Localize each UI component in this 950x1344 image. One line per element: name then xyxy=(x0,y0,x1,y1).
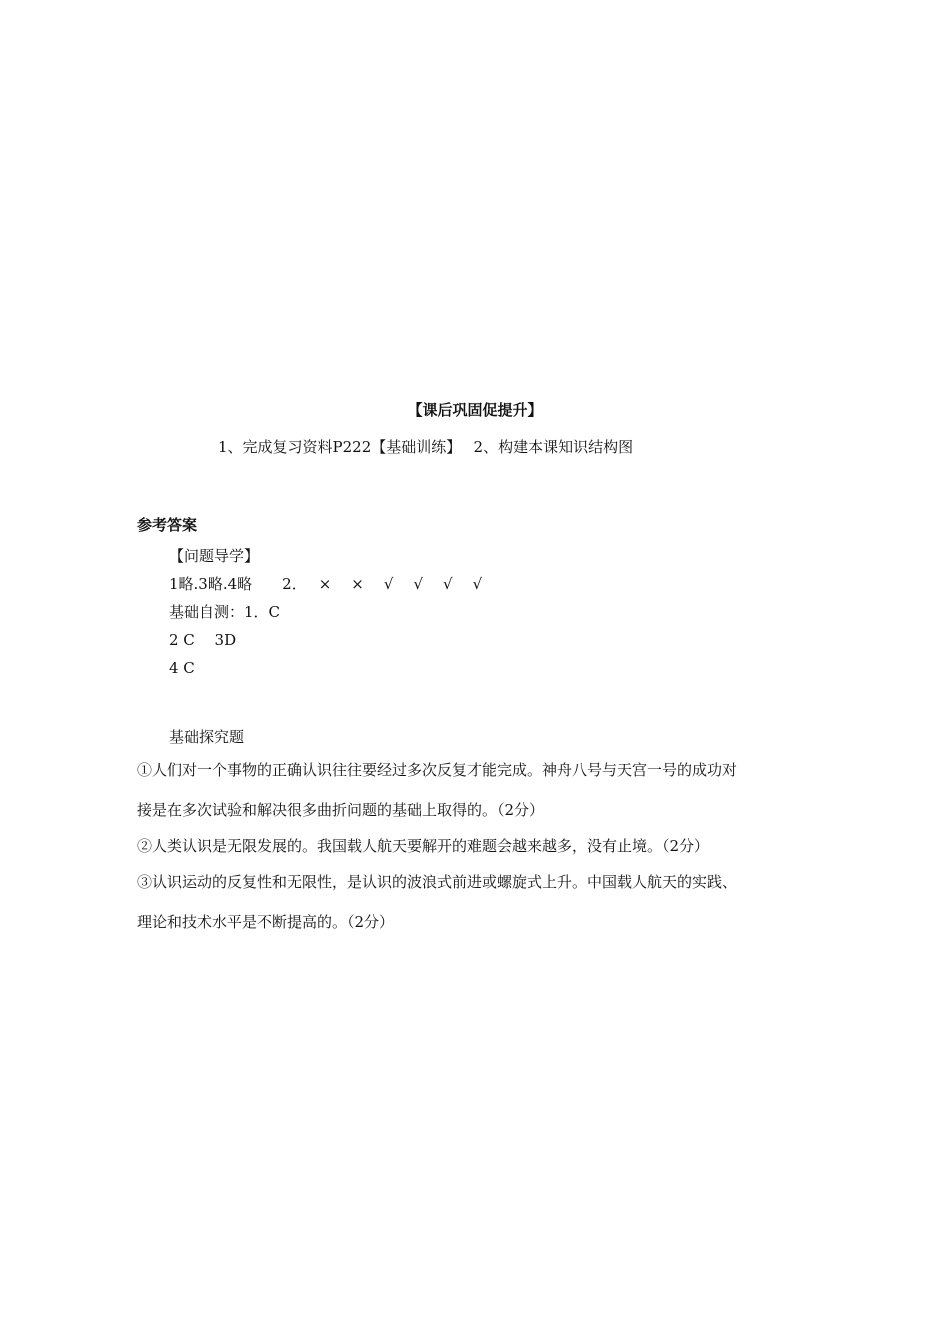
explore-line-3: ②人类认识是无限发展的。我国载人航天要解开的难题会越来越多，没有止境。（2分） xyxy=(137,837,710,855)
mark-3: √ xyxy=(383,575,394,593)
self-test-answer: 基础自测：1．C xyxy=(169,603,281,621)
answer-2c-3d: 2 C 3D xyxy=(169,631,237,649)
mark-6: √ xyxy=(472,575,483,593)
explore-line-4: ③认识运动的反复性和无限性，是认识的波浪式前进或螺旋式上升。中国载人航天的实践、 xyxy=(137,873,738,891)
answer-line-1 xyxy=(169,574,502,594)
explore-line-1: ①人们对一个事物的正确认识往往要经过多次反复才能完成。神舟八号与天宫一号的成功对 xyxy=(137,761,738,779)
mark-4: √ xyxy=(413,575,423,593)
answer-4c: 4 C xyxy=(169,659,195,677)
section-title: 【课后巩固促提升】 xyxy=(407,401,543,419)
answer-line-1-prefix: 1略.3略.4略 2． xyxy=(169,575,307,593)
homework-tasks: 1、完成复习资料P222【基础训练】 2、构建本课知识结构图 xyxy=(218,438,634,456)
mark-5: √ xyxy=(443,575,453,593)
answers-heading: 参考答案 xyxy=(137,516,198,534)
mark-1: × xyxy=(318,575,332,593)
explore-heading: 基础探究题 xyxy=(169,728,245,746)
wenti-heading: 【问题导学】 xyxy=(169,547,260,565)
explore-line-5: 理论和技术水平是不断提高的。（2分） xyxy=(137,913,395,931)
explore-line-2: 接是在多次试验和解决很多曲折问题的基础上取得的。（2分） xyxy=(137,801,545,819)
mark-2: × xyxy=(351,575,364,593)
